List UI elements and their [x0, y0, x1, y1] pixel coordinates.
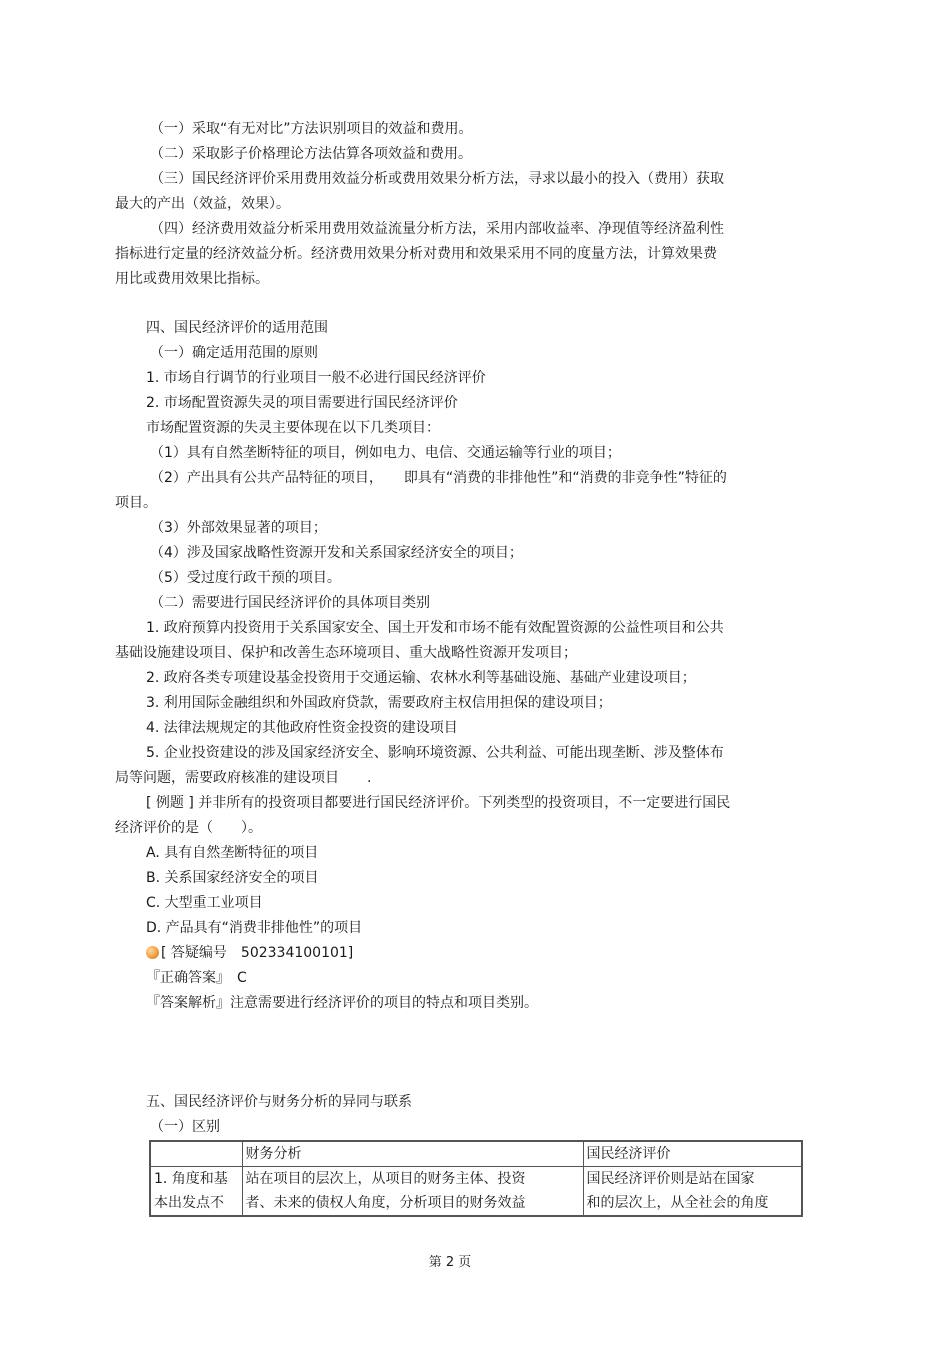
comparison-table — [149, 1140, 803, 1217]
text-line: C. 大型重工业项目 — [146, 895, 263, 911]
qa-text: [ 答疑编号 502334100101] — [161, 945, 354, 961]
text-line: A. 具有自然垄断特征的项目 — [146, 845, 319, 861]
table-header-cell: 国民经济评价 — [583, 1141, 802, 1167]
cell-line: 者、未来的债权人角度，分析项目的财务效益 — [245, 1195, 526, 1211]
text-line: 基础设施建设项目、保护和改善生态环境项目、重大战略性资源开发项目； — [115, 645, 577, 661]
text-line: （4）涉及国家战略性资源开发和关系国家经济安全的项目； — [150, 545, 523, 561]
text-line: 市场配置资源的失灵主要体现在以下几类项目： — [146, 420, 440, 436]
text-line: （三）国民经济评价采用费用效益分析或费用效果分析方法，寻求以最小的投入（费用）获取 — [150, 171, 724, 187]
table-cell — [583, 1167, 802, 1217]
text-line: 1. 政府预算内投资用于关系国家安全、国土开发和市场不能有效配置资源的公益性项目和公共 — [146, 620, 724, 636]
text-line: 2. 政府各类专项建设基金投资用于交通运输、农林水利等基础设施、基础产业建设项目； — [146, 670, 696, 686]
text-line: （一）确定适用范围的原则 — [150, 345, 318, 361]
text-line: 1. 市场自行调节的行业项目一般不必进行国民经济评价 — [146, 370, 486, 386]
text-line: （四）经济费用效益分析采用费用效益流量分析方法，采用内部收益率、净现值等经济盈利性 — [150, 221, 724, 237]
text-line: 5. 企业投资建设的涉及国家经济安全、影响环境资源、公共利益、可能出现垄断、涉及整体布 — [146, 745, 724, 761]
table-cell — [242, 1167, 583, 1217]
cell-line: 和的层次上，从全社会的角度 — [586, 1195, 769, 1211]
text-line: 3. 利用国际金融组织和外国政府贷款，需要政府主权信用担保的建设项目； — [146, 695, 612, 711]
text-line: （3）外部效果显著的项目； — [150, 520, 327, 536]
cell-line: 1. 角度和基 — [154, 1171, 228, 1187]
text-line: 『答案解析』注意需要进行经济评价的项目的特点和项目类别。 — [146, 995, 538, 1011]
cell-line: 国民经济评价则是站在国家 — [586, 1171, 755, 1187]
text-line: 项目。 — [115, 495, 157, 511]
text-line: [ 例题 ] 并非所有的投资项目都要进行国民经济评价。下列类型的投资项目，不一定要进行国民 — [146, 795, 731, 811]
cell-line: 站在项目的层次上，从项目的财务主体、投资 — [245, 1171, 526, 1187]
text-line: （二）采取影子价格理论方法估算各项效益和费用。 — [150, 146, 472, 162]
text-line: 最大的产出（效益，效果）。 — [115, 196, 290, 212]
cell-line: 本出发点不 — [154, 1195, 224, 1211]
page-number: 第 2 页 — [428, 1255, 472, 1270]
text-line: 四、国民经济评价的适用范围 — [146, 320, 328, 336]
text-line: （二）需要进行国民经济评价的具体项目类别 — [150, 595, 430, 611]
text-line: （5）受过度行政干预的项目。 — [150, 570, 341, 586]
text-line: 4. 法律法规规定的其他政府性资金投资的建设项目 — [146, 720, 458, 736]
text-line: D. 产品具有“消费非排他性”的项目 — [146, 920, 363, 936]
table-row — [150, 1167, 802, 1217]
text-line: （2）产出具有公共产品特征的项目， 即具有“消费的非排他性”和“消费的非竞争性”特征的 — [150, 470, 727, 486]
text-line: 经济评价的是（ ）。 — [115, 820, 262, 836]
text-line: 局等问题，需要政府核准的建设项目 . — [115, 770, 372, 786]
text-line: 用比或费用效果比指标。 — [115, 271, 269, 287]
text-line: 指标进行定量的经济效益分析。经济费用效果分析对费用和效果采用不同的度量方法，计算效果费 — [115, 246, 717, 262]
text-line: （一）区别 — [150, 1119, 220, 1135]
disc-icon — [146, 946, 159, 959]
text-line: B. 关系国家经济安全的项目 — [146, 870, 319, 886]
text-line: 2. 市场配置资源失灵的项目需要进行国民经济评价 — [146, 395, 458, 411]
table-header-cell — [150, 1141, 242, 1167]
table-header-row — [150, 1141, 802, 1167]
text-line: 『正确答案』 C — [146, 970, 247, 986]
text-line: 五、国民经济评价与财务分析的异同与联系 — [146, 1094, 412, 1110]
table-header-cell: 财务分析 — [242, 1141, 583, 1167]
qa-reference — [146, 943, 353, 963]
text-line: （1）具有自然垄断特征的项目，例如电力、电信、交通运输等行业的项目； — [150, 445, 621, 461]
text-line: （一）采取“有无对比”方法识别项目的效益和费用。 — [150, 121, 473, 137]
table-cell — [150, 1167, 242, 1217]
